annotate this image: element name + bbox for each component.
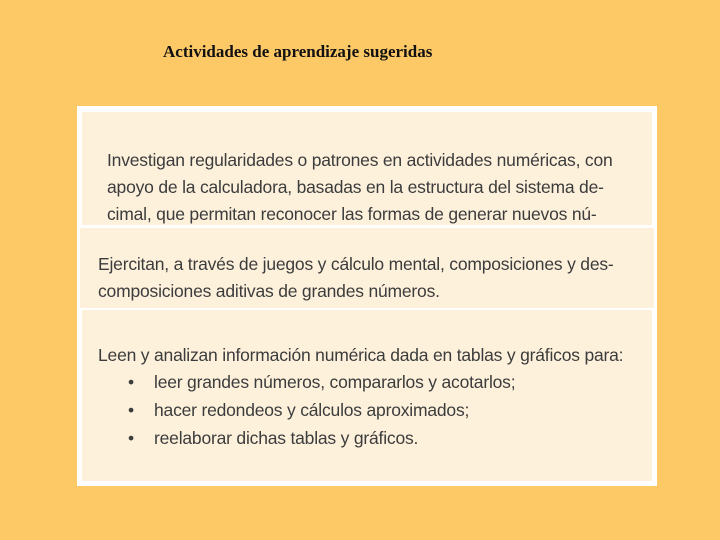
bullet-icon: •: [128, 428, 134, 448]
activity-card-1: [82, 112, 652, 225]
bullet-text: reelaborar dichas tablas y gráficos.: [154, 428, 419, 448]
bullet-icon: •: [128, 372, 134, 392]
bullet-text: leer grandes números, compararlos y acotarlos;: [154, 372, 516, 392]
activities-panel: [77, 106, 657, 486]
list-item: [98, 397, 652, 425]
slide-title: Actividades de aprendizaje sugeridas: [163, 42, 433, 61]
activity-card-2: [80, 228, 654, 308]
list-item: [98, 425, 652, 453]
bullet-text: hacer redondeos y cálculos aproximados;: [154, 400, 470, 420]
activity-card-3: [82, 309, 652, 481]
bullet-icon: •: [128, 400, 134, 420]
activity-text-3: Leen y analizan información numérica dada en tablas y gráficos para:: [98, 345, 624, 365]
activity-text-2: Ejercitan, a través de juegos y cálculo mental, composiciones y des-composiciones aditivas de grandes números.: [98, 254, 614, 301]
activity-text-1: Investigan regularidades o patrones en actividades numéricas, con apoyo de la calculadora, basadas en la estructura del sistema de-cimal, que permitan reconocer las formas de generar nuevos nú-: [107, 150, 613, 224]
activity-bullet-list: [82, 369, 652, 453]
list-item: [98, 369, 652, 397]
